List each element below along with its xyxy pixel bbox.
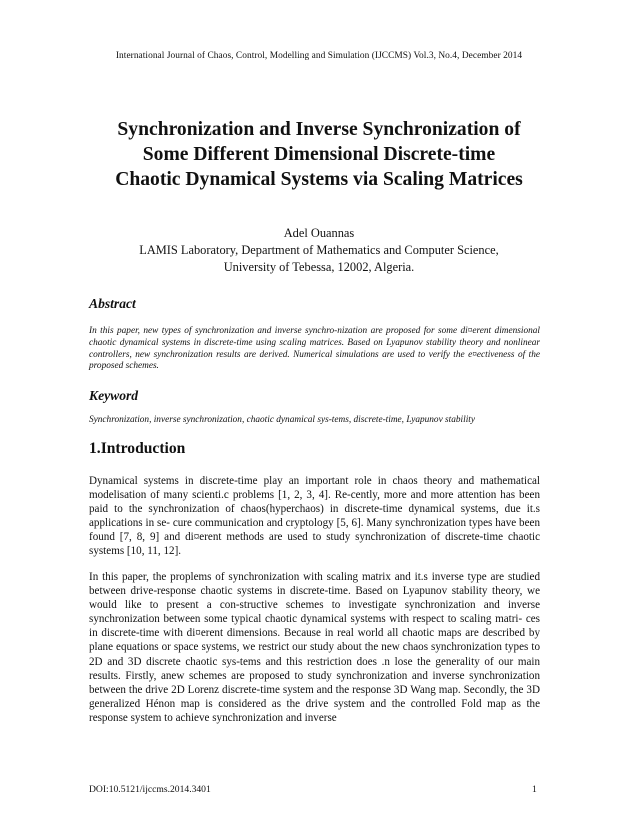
abstract-text: In this paper, new types of synchronization and inverse synchro-nization are proposed for some di¤erent dimensional chaotic dynamical systems in discrete-time using scaling matrices. Based on Lyapunov stability theory and nonlinear controllers, new synchronization results are derived. Numerical simulations are used to verify the e¤ectiveness of the proposed schemes. bbox=[89, 326, 540, 372]
keywords-heading: Keyword bbox=[89, 388, 139, 403]
paper-title bbox=[60, 117, 578, 192]
author-name: Adel Ouannas bbox=[283, 226, 355, 240]
running-head: International Journal of Chaos, Control, Modelling and Simulation (IJCCMS) Vol.3, No.4, December 2014 bbox=[115, 51, 523, 61]
affiliation-line: University of Tebessa, 12002, Algeria. bbox=[223, 260, 415, 274]
body-paragraph: In this paper, the proplems of synchronization with scaling matrix and it.s inverse type are studied between drive-response chaotic systems in discrete-time. Based on Lyapunov stability theory, we would like to present a con-structive schemes to investigate synchronization and inverse synchronization between some typical chaotic dynamical systems with respect to scaling matri- ces in discrete-time with di¤erent dimensions. Because in real world all chaotic maps are described by plane equations or space systems, we restrict our study about the new chaos synchronization types to 2D and 3D discrete chaotic sys-tems and this restriction does .n lose the generality of our main results. Firstly, anew schemes are proposed to study synchronization and inverse synchronization between the drive 2D Lorenz discrete-time system and the response 3D Wang map. Secondly, the 3D generalized Hénon map is considered as the drive system and the controlled Fold map as the response system to achieve synchronization and inverse bbox=[89, 571, 540, 724]
author-block bbox=[60, 225, 578, 276]
introduction-heading: 1.Introduction bbox=[89, 440, 186, 457]
title-line: Some Different Dimensional Discrete-time bbox=[142, 144, 496, 165]
abstract-heading: Abstract bbox=[89, 296, 136, 311]
body-paragraph: Dynamical systems in discrete-time play an important role in chaos theory and mathematical modelisation of many scienti.c problems [1, 2, 3, 4]. Re-cently, more and more attention has been paid to the synchronization of chaos(hyperchaos) in discrete-time dynamical systems, due it.s applications in se- cure communication and cryptology [5, 6]. Many synchronization types have been found [7, 8, 9] and di¤erent methods are used to study synchronization of discrete-time chaotic systems [10, 11, 12]. bbox=[89, 475, 540, 558]
page-number: 1 bbox=[532, 784, 537, 795]
title-line: Synchronization and Inverse Synchronization of bbox=[117, 119, 521, 140]
affiliation-line: LAMIS Laboratory, Department of Mathematics and Computer Science, bbox=[139, 243, 499, 257]
keywords-text: Synchronization, inverse synchronization, chaotic dynamical sys-tems, discrete-time, Lyapunov stability bbox=[89, 415, 475, 425]
title-line: Chaotic Dynamical Systems via Scaling Matrices bbox=[115, 169, 523, 190]
doi-footer: DOI:10.5121/ijccms.2014.3401 bbox=[89, 784, 211, 795]
